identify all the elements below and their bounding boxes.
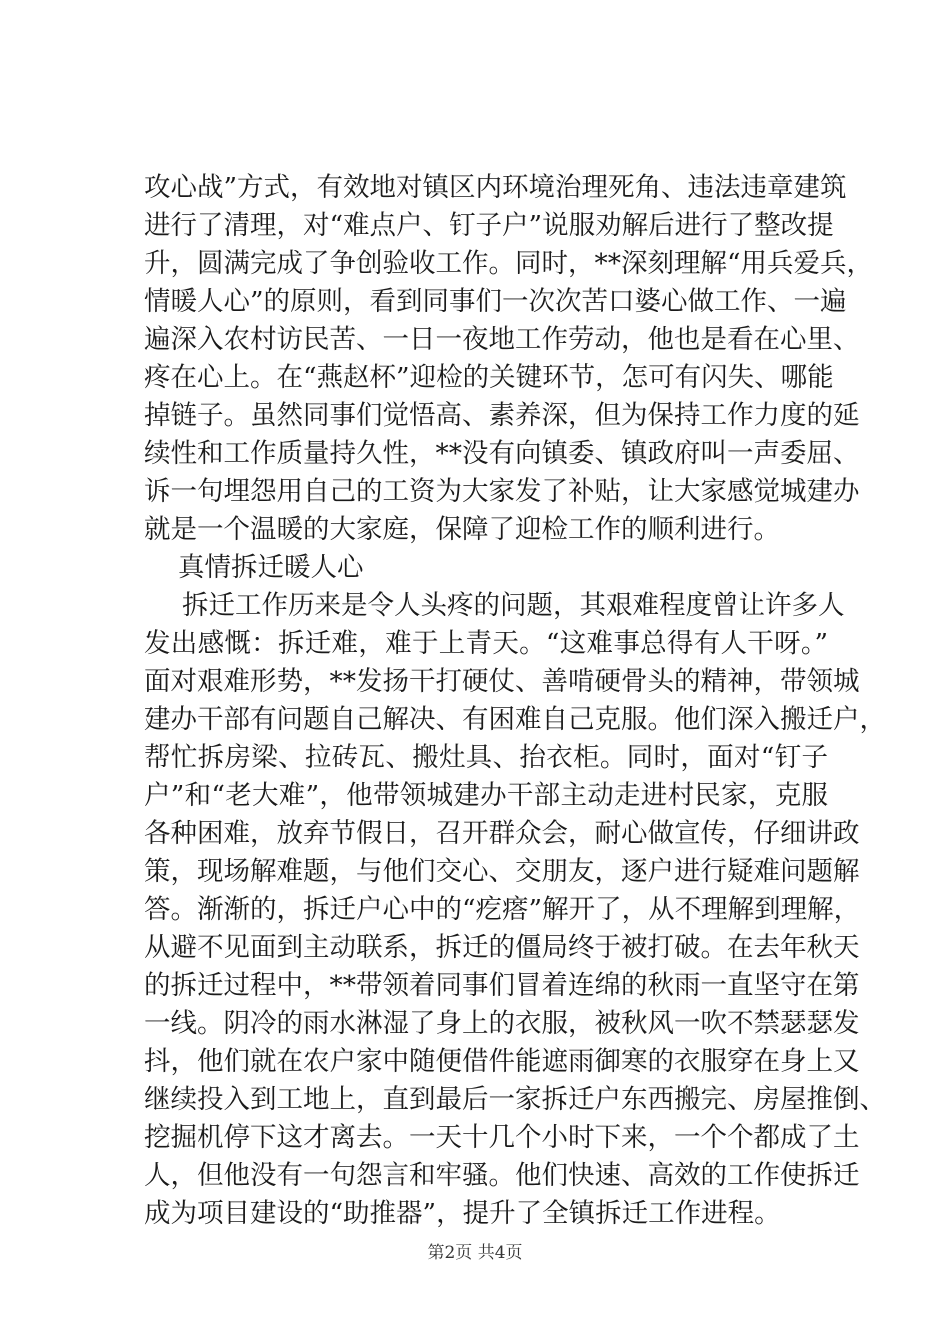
- paragraph-line: 人，但他没有一句怨言和牢骚。他们快速、高效的工作使拆迁: [144, 1160, 860, 1191]
- paragraph-line: 策，现场解难题，与他们交心、交朋友，逐户进行疑难问题解: [144, 856, 860, 887]
- paragraph-line-last: 就是一个温暖的大家庭，保障了迎检工作的顺利进行。: [144, 514, 780, 545]
- paragraph-line: 遍深入农村访民苦、一日一夜地工作劳动，他也是看在心里、: [144, 324, 860, 355]
- page-number: 第2页 共4页: [427, 1243, 523, 1263]
- paragraph-line: 继续投入到工地上，直到最后一家拆迁户东西搬完、房屋推倒、: [144, 1084, 886, 1115]
- paragraph-line: 发出感慨：拆迁难，难于上青天。“这难事总得有人干呀。”: [144, 628, 828, 659]
- paragraph-line: 从避不见面到主动联系，拆迁的僵局终于被打破。在去年秋天: [144, 932, 860, 963]
- paragraph-line: 攻心战”方式，有效地对镇区内环境治理死角、违法违章建筑: [144, 172, 847, 203]
- paragraph-line: 挖掘机停下这才离去。一天十几个小时下来，一个个都成了土: [144, 1122, 860, 1153]
- paragraph-line: 一线。阴冷的雨水淋湿了身上的衣服，被秋风一吹不禁瑟瑟发: [144, 1008, 860, 1039]
- paragraph-line: 情暖人心”的原则，看到同事们一次次苦口婆心做工作、一遍: [144, 286, 847, 317]
- paragraph-line: 掉链子。虽然同事们觉悟高、素养深，但为保持工作力度的延: [144, 400, 860, 431]
- paragraph-line: 面对艰难形势，**发扬干打硬仗、善啃硬骨头的精神，带领城: [144, 666, 860, 697]
- paragraph-line: 答。渐渐的，拆迁户心中的“疙瘩”解开了，从不理解到理解，: [144, 894, 861, 925]
- section-heading: 真情拆迁暖人心: [178, 552, 364, 583]
- paragraph-line-last: 成为项目建设的“助推器”，提升了全镇拆迁工作进程。: [144, 1198, 781, 1229]
- paragraph-first-line: 拆迁工作历来是令人头疼的问题，其艰难程度曾让许多人: [182, 590, 845, 621]
- paragraph-line: 疼在心上。在“燕赵杯”迎检的关键环节，怎可有闪失、哪能: [144, 362, 834, 393]
- paragraph-line: 续性和工作质量持久性，**没有向镇委、镇政府叫一声委屈、: [144, 438, 860, 469]
- paragraph-line: 升，圆满完成了争创验收工作。同时，**深刻理解“用兵爱兵，: [144, 248, 874, 279]
- paragraph-line: 诉一句埋怨用自己的工资为大家发了补贴，让大家感觉城建办: [144, 476, 860, 507]
- paragraph-line: 建办干部有问题自己解决、有困难自己克服。他们深入搬迁户，: [144, 704, 886, 735]
- paragraph-line: 户”和“老大难”，他带领城建办干部主动走进村民家，克服: [144, 780, 828, 811]
- paragraph-line: 帮忙拆房梁、拉砖瓦、搬灶具、抬衣柜。同时，面对“钉子: [144, 742, 828, 773]
- paragraph-line: 各种困难，放弃节假日，召开群众会，耐心做宣传，仔细讲政: [144, 818, 860, 849]
- paragraph-line: 抖，他们就在农户家中随便借件能遮雨御寒的衣服穿在身上又: [144, 1046, 860, 1077]
- paragraph-line: 的拆迁过程中，**带领着同事们冒着连绵的秋雨一直坚守在第: [144, 970, 860, 1001]
- paragraph-line: 进行了清理，对“难点户、钉子户”说服劝解后进行了整改提: [144, 210, 834, 241]
